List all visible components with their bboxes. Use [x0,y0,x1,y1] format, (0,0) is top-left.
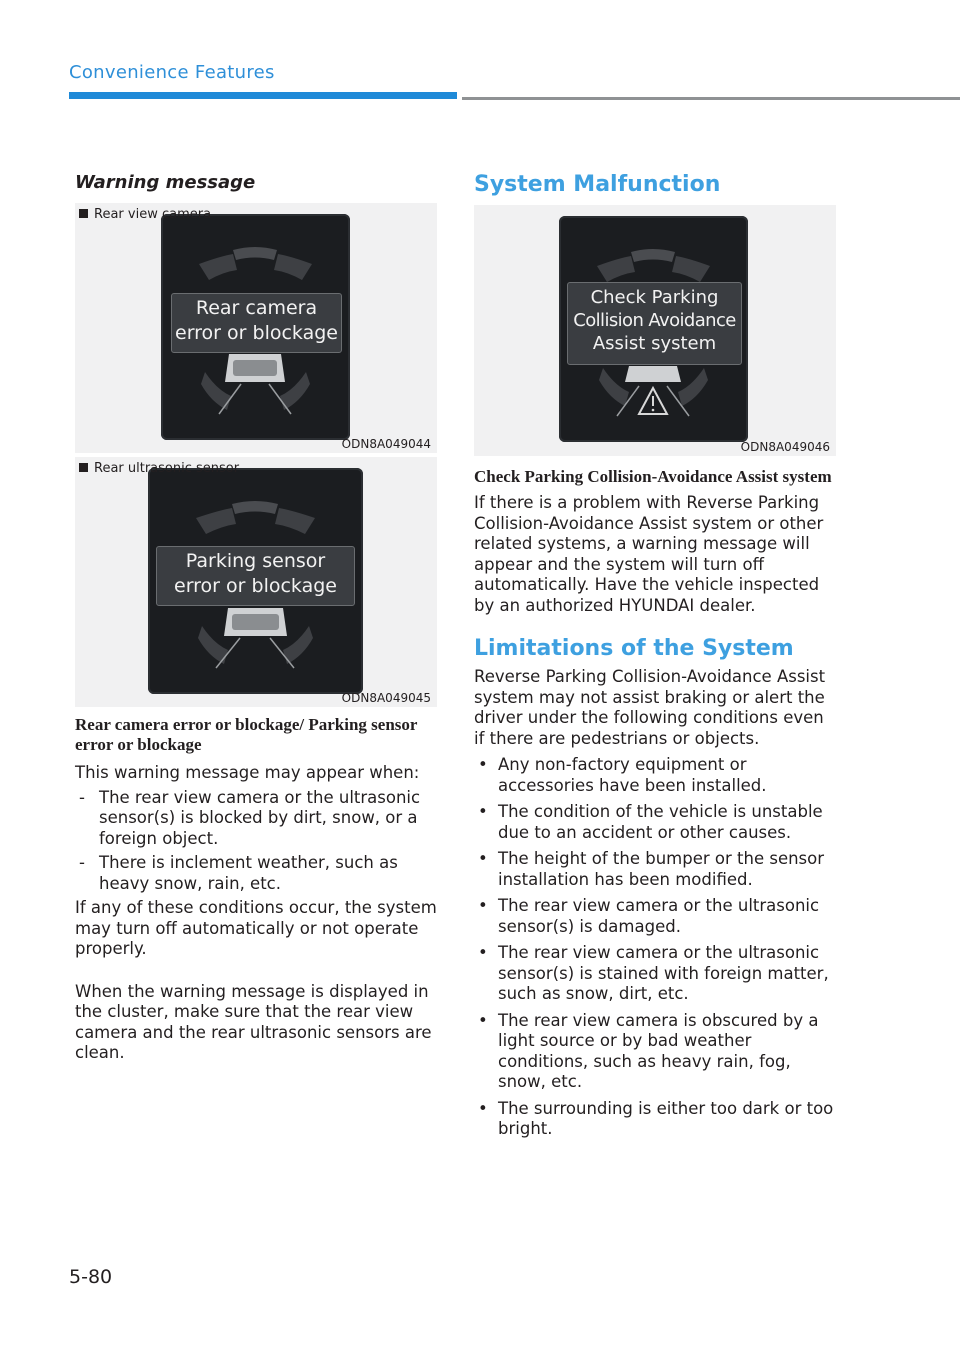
limitations-list [474,755,836,1140]
square-bullet-icon [79,209,88,218]
limitations-title: Limitations of the System [474,636,794,661]
figure-code: ODN8A049044 [341,437,431,451]
left-column [75,172,437,1064]
figure-system-malfunction [474,205,836,456]
list-item: • The condition of the vehicle is unstable due to an accident or other causes. [474,802,836,843]
figure-caption: Rear view camera [79,207,211,222]
list-item: • Any non-factory equipment or accessories have been installed. [474,755,836,796]
figure-rear-ultrasonic [75,457,437,707]
header-bar-blue [69,92,457,99]
figure-rear-camera [75,203,437,453]
rear-camera-error-heading: Rear camera error or blockage/ Parking sensor error or blockage [75,715,418,754]
list-item: - There is inclement weather, such as heavy snow, rain, etc. [75,853,437,894]
list-item: - The rear view camera or the ultrasonic sensor(s) is blocked by dirt, snow, or a foreign object. [75,788,437,850]
warning-message-box: Parking sensor error or blockage [156,546,355,606]
warning-message-heading: Warning message [75,172,256,193]
check-parking-heading: Check Parking Collision-Avoidance Assist system [474,467,832,486]
condition-list [75,788,437,895]
cluster-screen [161,214,350,440]
figure-caption: Rear ultrasonic sensor [79,461,239,476]
list-item: • The rear view camera or the ultrasonic sensor(s) is damaged. [474,896,836,937]
list-item: • The rear view camera or the ultrasonic sensor(s) is stained with foreign matter, such as snow, dirt, etc. [474,943,836,1005]
list-item: • The surrounding is either too dark or too bright. [474,1099,836,1140]
cluster-screen [148,468,363,694]
page-number: 5-80 [69,1266,113,1288]
conditions-paragraph: If any of these conditions occur, the system may turn off automatically or not operate properly. [75,898,437,958]
warning-message-box: Check Parking Collision Avoidance Assist system [567,282,742,365]
cluster-screen [559,216,748,442]
limitations-paragraph: Reverse Parking Collision-Avoidance Assist system may not assist braking or alert the driver under the following conditions even if there are pedestrians or objects. [474,667,826,748]
list-item: • The rear view camera is obscured by a light source or by bad weather conditions, such as heavy rain, fog, snow, etc. [474,1011,836,1093]
square-bullet-icon [79,463,88,472]
header-title: Convenience Features [69,62,275,83]
cleaning-paragraph: When the warning message is displayed in the cluster, make sure that the rear view camera and the rear ultrasonic sensors are clean. [75,981,432,1062]
right-column [474,172,836,1146]
system-malfunction-title: System Malfunction [474,172,721,197]
list-item: • The height of the bumper or the sensor installation has been modified. [474,849,836,890]
malfunction-paragraph: If there is a problem with Reverse Parking Collision-Avoidance Assist system or other related systems, a warning message will appear and the system will turn off automatically. Have the vehicle inspected by an authorized HYUNDAI dealer. [474,493,824,615]
intro-text: This warning message may appear when: [75,763,420,782]
warning-message-box: Rear camera error or blockage [171,293,342,353]
figure-code: ODN8A049045 [341,691,431,705]
header-bar-gray [462,97,960,100]
figure-code: ODN8A049046 [740,440,830,454]
